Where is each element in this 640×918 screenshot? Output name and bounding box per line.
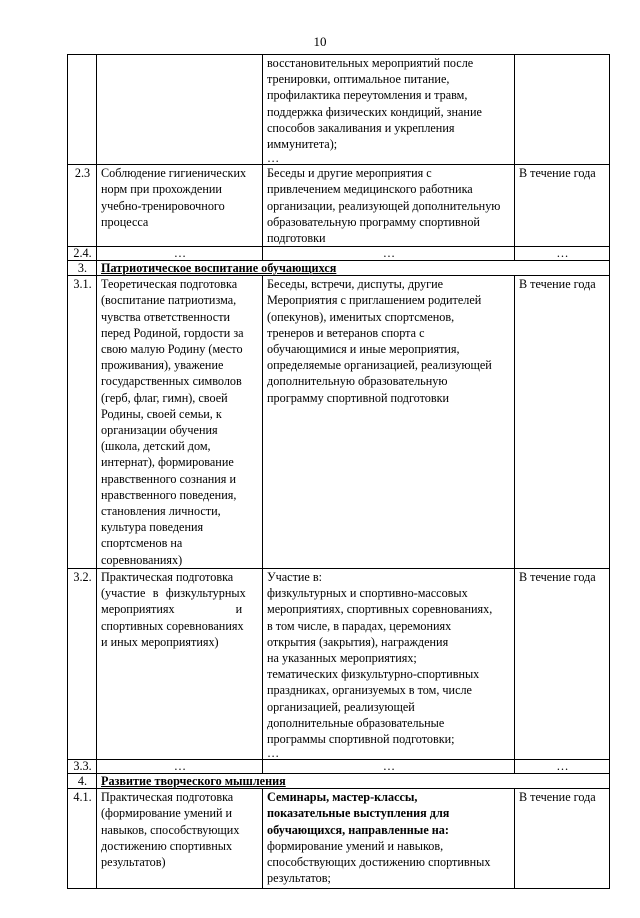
row-term: В течение года (515, 568, 610, 759)
row-number: 3.2. (68, 568, 97, 759)
row-name: Практическая подготовка (участие в физкультурных мероприятиях и спортивных соревнованиях и иных мероприятиях) (97, 568, 263, 759)
row-name: … (97, 247, 263, 261)
row-number: 2.3 (68, 165, 97, 247)
section-number: 3. (68, 261, 97, 276)
row-number (68, 55, 97, 165)
row-term: … (515, 247, 610, 261)
row-term: … (515, 760, 610, 774)
row-activities: … (263, 760, 515, 774)
row-number: 4.1. (68, 789, 97, 889)
table-row (68, 789, 610, 889)
row-activities: восстановительных мероприятий после тренировки, оптимальное питание, профилактика переутомления и травм, поддержка физических кондиций, знание способов закаливания и укрепления иммунитета); … (263, 55, 515, 165)
row-term: В течение года (515, 276, 610, 569)
row-name (97, 55, 263, 165)
row-activities: Беседы и другие мероприятия с привлечением медицинского работника организации, реализующей дополнительную образовательную программу спортивной подготовки (263, 165, 515, 247)
table-row (68, 276, 610, 569)
table-row (68, 165, 610, 247)
section-row (68, 774, 610, 789)
section-title: Патриотическое воспитание обучающихся (97, 261, 610, 276)
table-row (68, 760, 610, 774)
page-number: 10 (313, 34, 327, 49)
row-term: В течение года (515, 789, 610, 889)
row-activities: … (263, 247, 515, 261)
row-number: 3.3. (68, 760, 97, 774)
table-row (68, 55, 610, 165)
row-number: 2.4. (68, 247, 97, 261)
row-activities: Беседы, встречи, диспуты, другие Мероприятия с приглашением родителей (опекунов), именитых спортсменов, тренеров и ветеранов спорта с обучающимися и иные мероприятия, определяемые организацией, реализующей дополнительную образовательную программу спортивной подготовки (263, 276, 515, 569)
section-title: Развитие творческого мышления (97, 774, 610, 789)
section-number: 4. (68, 774, 97, 789)
row-activities: Семинары, мастер-классы, показательные выступления для обучающихся, направленные на: формирование умений и навыков, способствующих достижению спортивных результатов; (263, 789, 515, 889)
table-row (68, 247, 610, 261)
section-row (68, 261, 610, 276)
row-name: Соблюдение гигиенических норм при прохождении учебно-тренировочного процесса (97, 165, 263, 247)
plan-table (67, 54, 610, 889)
row-name: … (97, 760, 263, 774)
row-name: Практическая подготовка (формирование умений и навыков, способствующих достижению спортивных результатов) (97, 789, 263, 889)
table-row (68, 568, 610, 759)
row-number: 3.1. (68, 276, 97, 569)
row-name: Теоретическая подготовка (воспитание патриотизма, чувства ответственности перед Родиной, гордости за свою малую Родину (место проживания), уважение государственных символов (герб, флаг, гимн), своей Родины, своей семьи, к организации обучения (школа, детский дом, интернат), формирование нравственного сознания и нравственного поведения, становления личности, культура поведения спортсменов на соревнованиях) (97, 276, 263, 569)
row-term (515, 55, 610, 165)
row-activities: Участие в: физкультурных и спортивно-массовых мероприятиях, спортивных соревнованиях, в том числе, в парадах, церемониях открытия (закрытия), награждения на указанных мероприятиях; тематических физкультурно-спортивных праздниках, организуемых в том, числе организацией, реализующей дополнительные образовательные программы спортивной подготовки; … (263, 568, 515, 759)
row-term: В течение года (515, 165, 610, 247)
